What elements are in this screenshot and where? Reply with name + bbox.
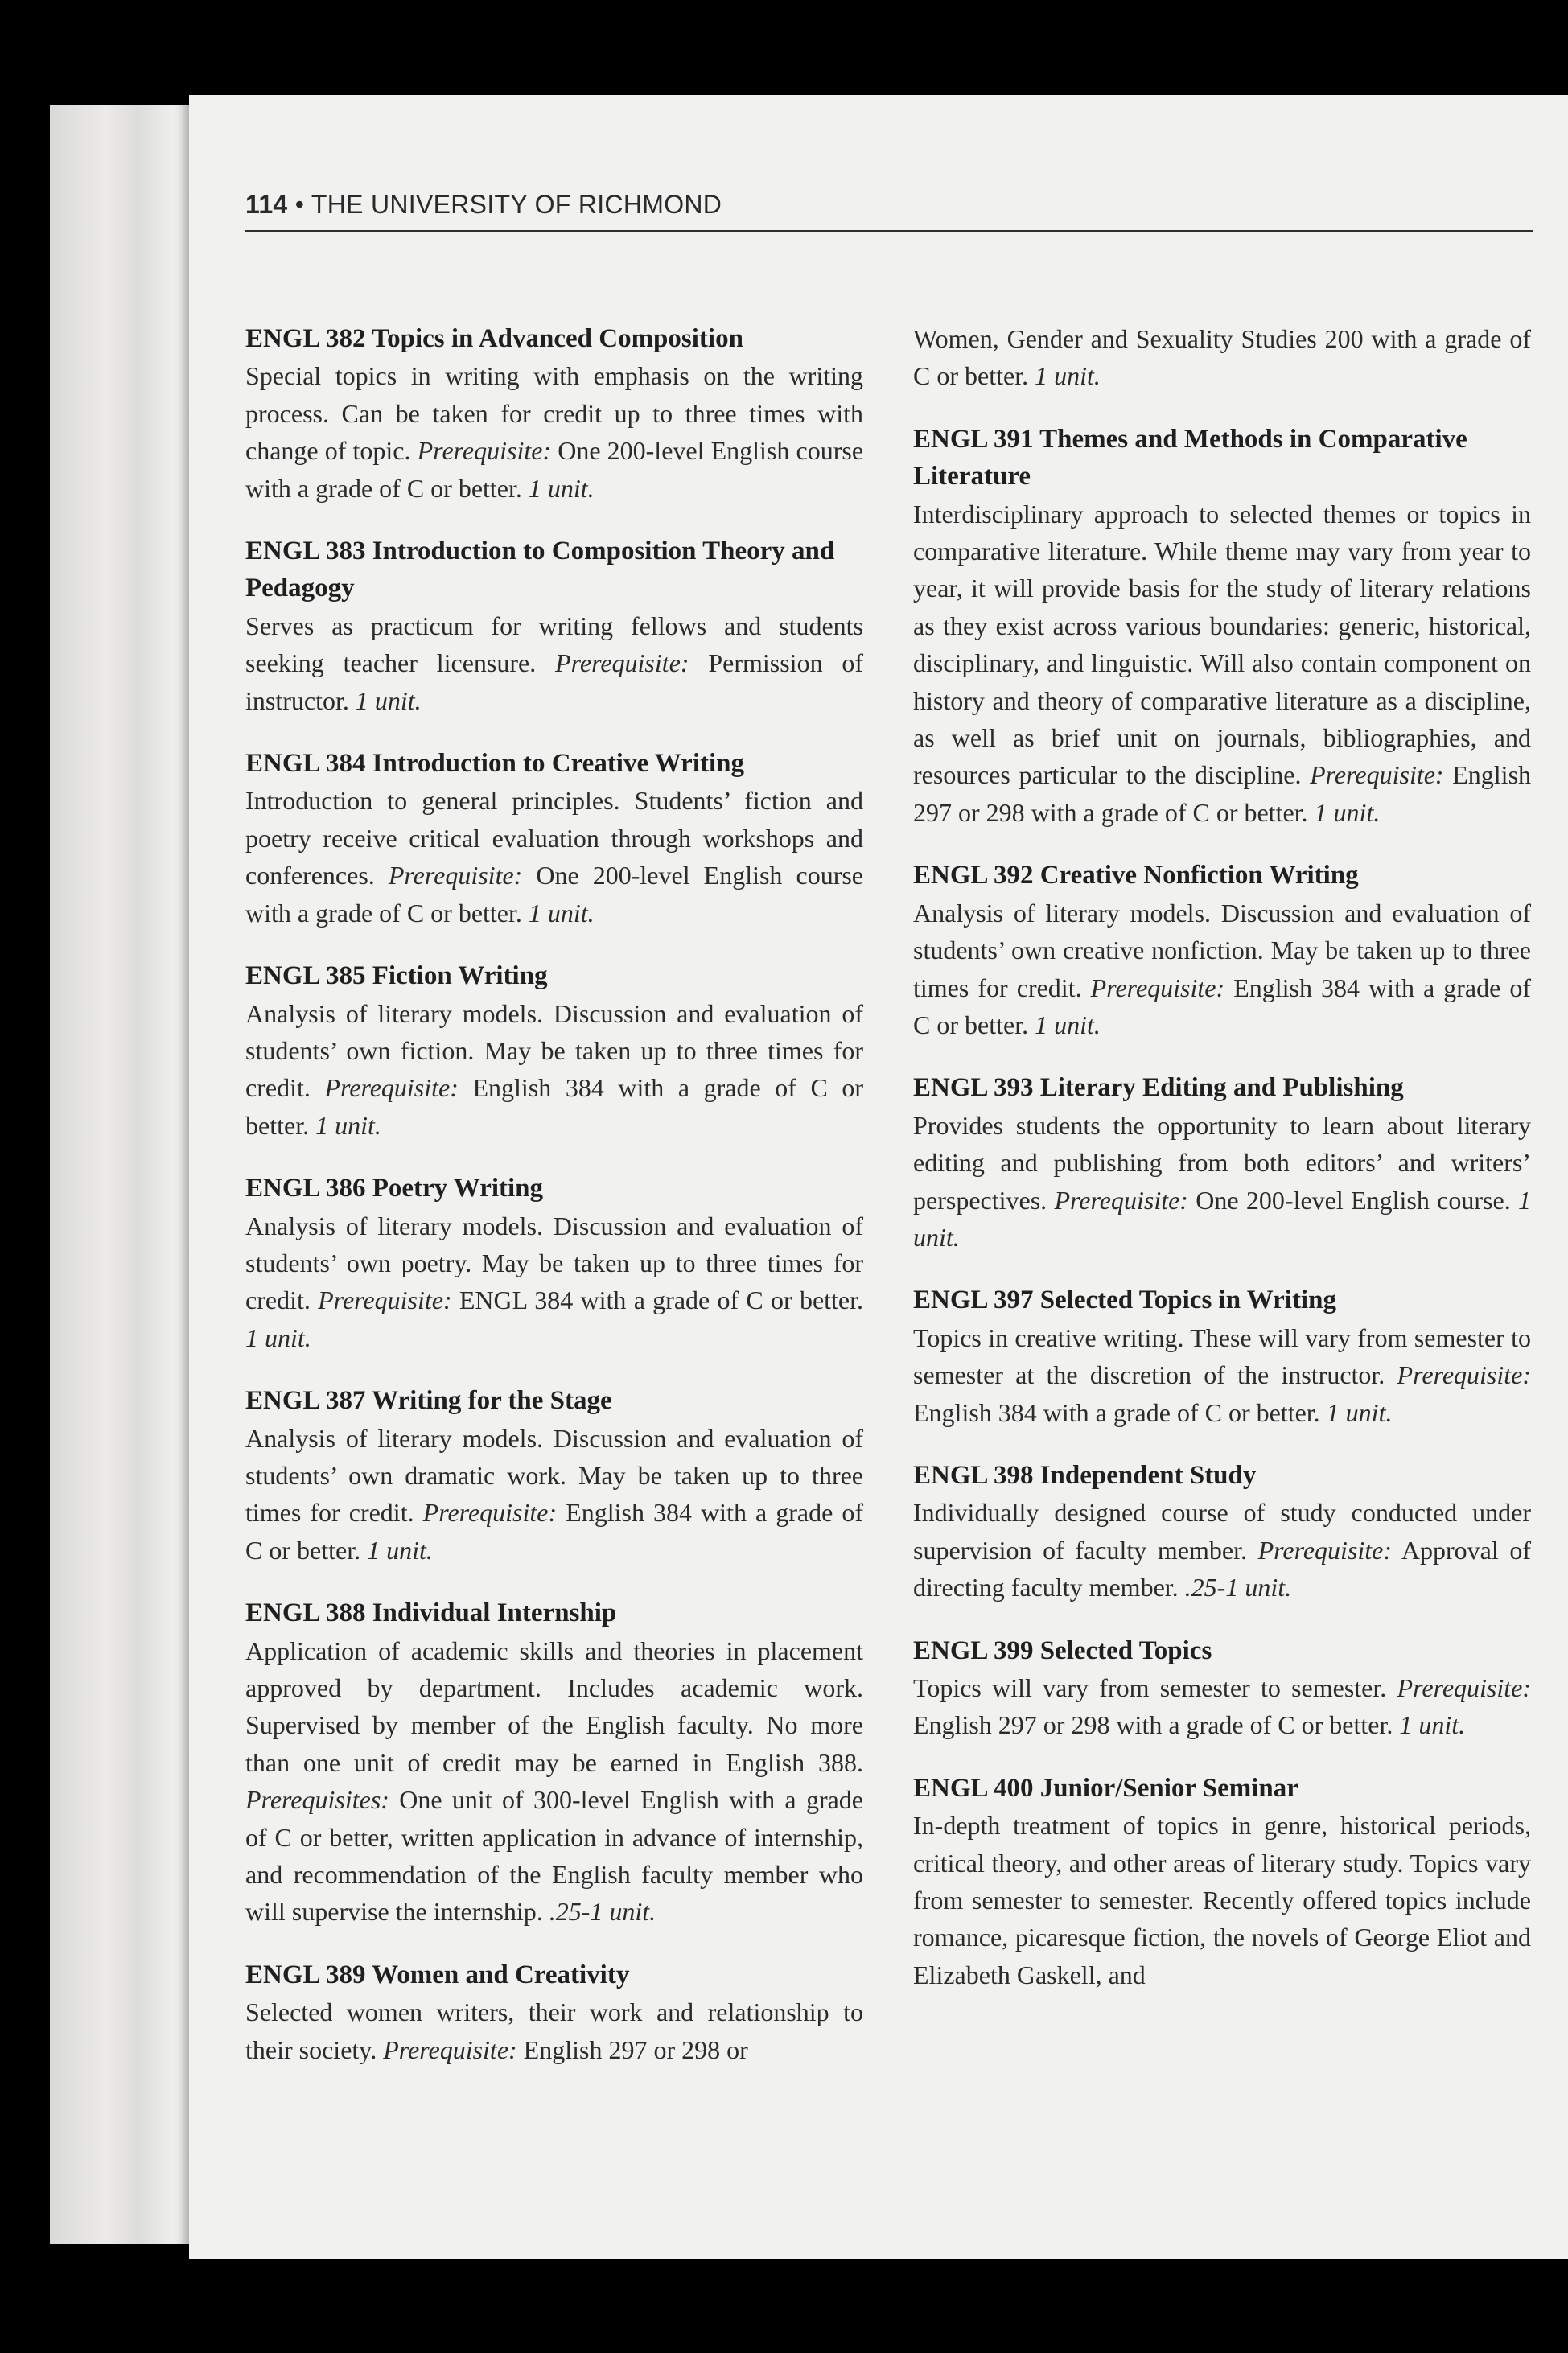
course-description bbox=[245, 995, 863, 1145]
prerequisite-text: English 384 with a grade of C or better. bbox=[913, 1397, 1320, 1427]
course-description bbox=[245, 357, 863, 507]
prerequisite-label: Prerequisite: bbox=[1397, 1673, 1532, 1702]
course-heading: ENGL 398 Independent Study bbox=[913, 1460, 1257, 1490]
course-units: 1 unit. bbox=[355, 685, 422, 715]
course-heading: ENGL 386 Poetry Writing bbox=[245, 1174, 544, 1203]
description-text: In-depth treatment of topics in genre, historical periods, critical theory, and other areas of literary study. Topics vary from semester to semester. Recently offered topics include romance, picaresque fiction, the novels of George Eliot and Elizabeth Gaskell, and bbox=[913, 1811, 1531, 1989]
prerequisite-text: One 200-level English course with a grade of C or better. bbox=[245, 436, 864, 503]
description-text: Analysis of literary models. Discussion and evaluation of students’ own poetry. May be taken up to three times for credit. bbox=[245, 1211, 863, 1315]
course-heading: ENGL 399 Selected Topics bbox=[913, 1635, 1212, 1665]
course-entry bbox=[245, 745, 863, 932]
prerequisite-label: Prerequisite: bbox=[1257, 1535, 1393, 1565]
prerequisite-text: One 200-level English course. bbox=[1196, 1185, 1511, 1215]
course-description bbox=[913, 895, 1531, 1044]
description-text: Topics in creative writing. These will vary from semester to semester at the discretion of the instructor. bbox=[913, 1323, 1531, 1390]
course-units: 1 unit. bbox=[1035, 361, 1101, 391]
course-description bbox=[913, 1807, 1531, 1993]
course-entry bbox=[245, 1382, 863, 1569]
prerequisite-text: English 297 or 298 with a grade of C or better. bbox=[913, 1710, 1393, 1740]
prerequisite-label: Prerequisite: bbox=[383, 2034, 517, 2064]
course-description bbox=[913, 1319, 1531, 1431]
prerequisite-text: English 297 or 298 with a grade of C or better. bbox=[913, 760, 1532, 827]
course-heading: ENGL 384 Introduction to Creative Writing bbox=[245, 749, 745, 779]
prerequisite-text: One 200-level English course with a grade of C or better. bbox=[245, 861, 864, 928]
prerequisite-text: English 297 or 298 or bbox=[523, 2034, 748, 2064]
course-description bbox=[913, 496, 1531, 832]
course-description bbox=[245, 1993, 863, 2068]
course-entry bbox=[913, 1069, 1531, 1256]
course-units: 1 unit. bbox=[1314, 797, 1381, 827]
course-description bbox=[913, 320, 1531, 395]
prerequisite-label: Prerequisite: bbox=[1090, 973, 1225, 1002]
course-units: 1 unit. bbox=[367, 1535, 433, 1565]
prerequisite-text: ENGL 384 with a grade of C or better. bbox=[459, 1286, 864, 1315]
description-text: Special topics in writing with emphasis on the writing process. Can be taken for credit up to three times with change of topic. bbox=[245, 361, 863, 466]
course-heading: ENGL 397 Selected Topics in Writing bbox=[913, 1286, 1336, 1315]
course-heading: ENGL 385 Fiction Writing bbox=[245, 961, 548, 991]
course-entry bbox=[913, 421, 1531, 831]
course-description bbox=[245, 1207, 863, 1357]
prerequisite-label: Prerequisite: bbox=[417, 436, 552, 466]
description-text: Selected women writers, their work and relationship to their society. bbox=[245, 1997, 863, 2064]
prerequisite-label: Prerequisite: bbox=[324, 1073, 459, 1103]
description-text: Topics will vary from semester to semester. bbox=[913, 1673, 1387, 1702]
course-entry bbox=[245, 1594, 863, 1931]
description-text: Introduction to general principles. Students’ fiction and poetry receive critical evaluation through workshops and conferences. bbox=[245, 786, 863, 891]
prerequisite-label: Prerequisite: bbox=[555, 648, 689, 678]
prerequisite-label: Prerequisite: bbox=[1054, 1185, 1188, 1215]
page-number: 114 bbox=[245, 190, 288, 219]
course-units: 1 unit. bbox=[913, 1185, 1532, 1252]
course-units: 1 unit. bbox=[245, 1323, 311, 1352]
description-text: Provides students the opportunity to learn about literary editing and publishing from both editors’ and writers’ perspectives. bbox=[913, 1110, 1531, 1215]
prerequisite-text: One unit of 300-level English with a grade of C or better, written application in advance of internship, and recommendation of the English faculty member who will supervise the internship. bbox=[245, 1785, 864, 1927]
course-units: .25-1 unit. bbox=[549, 1897, 656, 1927]
prerequisite-text: English 384 with a grade of C or better. bbox=[245, 1073, 864, 1140]
course-heading: ENGL 389 Women and Creativity bbox=[245, 1960, 630, 1989]
course-units: 1 unit. bbox=[528, 898, 595, 928]
description-text: Individually designed course of study conducted under supervision of faculty member. bbox=[913, 1498, 1531, 1565]
course-description bbox=[913, 1669, 1531, 1744]
course-description bbox=[245, 782, 863, 932]
prerequisite-text: Approval of directing faculty member. bbox=[913, 1535, 1531, 1602]
course-entry bbox=[913, 320, 1531, 395]
course-entry bbox=[245, 1956, 863, 2068]
course-description bbox=[913, 1107, 1531, 1257]
course-description bbox=[245, 1632, 863, 1931]
course-heading: ENGL 400 Junior/Senior Seminar bbox=[913, 1773, 1298, 1803]
course-entry bbox=[245, 320, 863, 507]
course-heading: ENGL 383 Introduction to Composition Theory and Pedagogy bbox=[245, 537, 835, 603]
page-stack-edges bbox=[50, 105, 211, 2244]
course-entry bbox=[913, 1632, 1531, 1744]
prerequisite-label: Prerequisite: bbox=[1397, 1360, 1532, 1390]
description-text: Serves as practicum for writing fellows and students seeking teacher licensure. bbox=[245, 611, 863, 678]
prerequisite-text: English 384 with a grade of C or better. bbox=[245, 1498, 864, 1565]
course-entry bbox=[913, 1281, 1531, 1431]
description-text: Analysis of literary models. Discussion and evaluation of students’ own creative nonfiction. May be taken up to three times for credit. bbox=[913, 898, 1531, 1002]
prerequisite-label: Prerequisites: bbox=[245, 1785, 389, 1815]
course-heading: ENGL 392 Creative Nonfiction Writing bbox=[913, 861, 1359, 891]
course-heading: ENGL 391 Themes and Methods in Comparative Literature bbox=[913, 424, 1467, 492]
left-column bbox=[245, 320, 863, 2094]
header-bullet: • bbox=[294, 190, 305, 219]
description-text: Analysis of literary models. Discussion and evaluation of students’ own dramatic work. May be taken up to three times for credit. bbox=[245, 1423, 863, 1528]
course-units: 1 unit. bbox=[315, 1110, 381, 1140]
course-units: 1 unit. bbox=[1326, 1397, 1393, 1427]
course-heading: ENGL 382 Topics in Advanced Composition bbox=[245, 324, 743, 353]
description-text: Application of academic skills and theories in placement approved by department. Includes academic work. Supervised by member of the English faculty. No more than one unit of credit may be earned in English 388. bbox=[245, 1635, 863, 1777]
course-heading: ENGL 387 Writing for the Stage bbox=[245, 1386, 612, 1416]
running-header bbox=[245, 190, 722, 220]
course-description bbox=[245, 1420, 863, 1569]
course-description bbox=[245, 607, 863, 719]
description-text: Analysis of literary models. Discussion and evaluation of students’ own fiction. May be taken up to three times for credit. bbox=[245, 998, 863, 1103]
prerequisite-text: English 384 with a grade of C or better. bbox=[913, 973, 1532, 1039]
course-heading: ENGL 388 Individual Internship bbox=[245, 1598, 617, 1628]
prerequisite-text: Permission of instructor. bbox=[245, 648, 864, 715]
course-units: .25-1 unit. bbox=[1184, 1573, 1292, 1602]
prerequisite-label: Prerequisite: bbox=[1310, 760, 1444, 790]
prerequisite-label: Prerequisite: bbox=[388, 861, 523, 891]
course-entry bbox=[245, 1170, 863, 1356]
course-entry bbox=[913, 1770, 1531, 1993]
header-title: THE UNIVERSITY OF RICHMOND bbox=[311, 190, 722, 219]
course-entry bbox=[245, 957, 863, 1144]
course-entry bbox=[245, 533, 863, 719]
course-entry bbox=[913, 1457, 1531, 1606]
course-entry bbox=[913, 857, 1531, 1043]
header-rule bbox=[245, 230, 1533, 232]
description-text: Interdisciplinary approach to selected themes or topics in comparative literature. While theme may vary from year to year, it will provide basis for the study of literary relations as they exist across various boundaries: generic, historical, disciplinary, and linguistic. Will also contain component on history and theory of comparative literature as a discipline, as well as brief unit on journals, bibliographies, and resources particular to the discipline. bbox=[913, 499, 1531, 790]
course-units: 1 unit. bbox=[1399, 1710, 1466, 1740]
description-text: Women, Gender and Sexuality Studies 200 with a grade of C or better. bbox=[913, 324, 1531, 391]
course-units: 1 unit. bbox=[1035, 1010, 1101, 1039]
course-heading: ENGL 393 Literary Editing and Publishing bbox=[913, 1073, 1404, 1103]
course-description bbox=[913, 1494, 1531, 1606]
right-column bbox=[913, 320, 1531, 2019]
prerequisite-label: Prerequisite: bbox=[318, 1286, 452, 1315]
prerequisite-label: Prerequisite: bbox=[422, 1498, 558, 1528]
course-units: 1 unit. bbox=[528, 473, 595, 503]
